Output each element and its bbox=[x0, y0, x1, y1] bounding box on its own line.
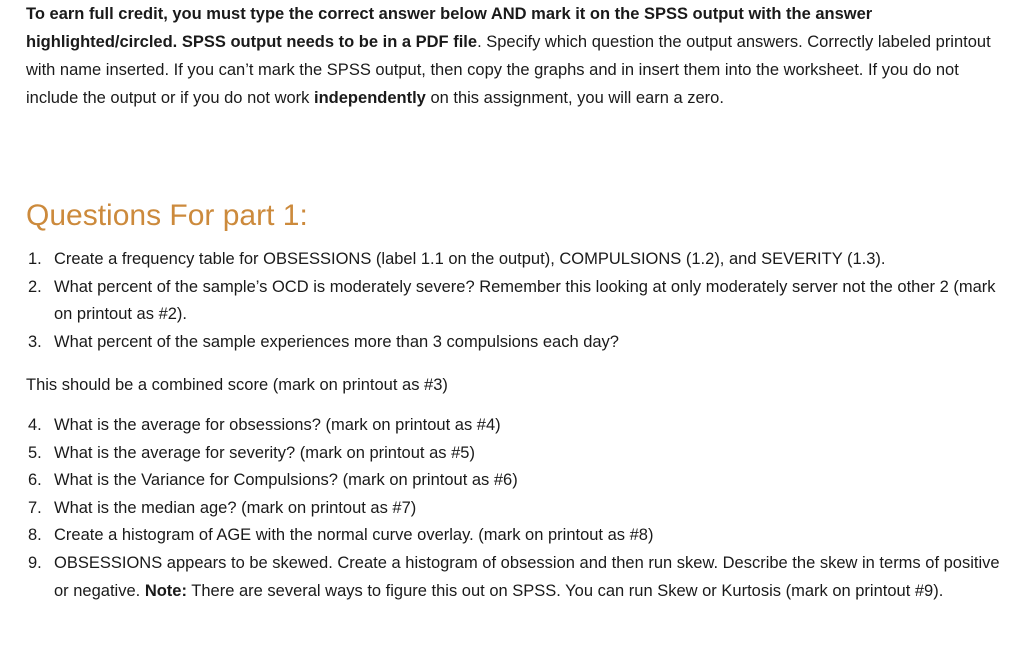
combined-score-note: This should be a combined score (mark on printout as #3) bbox=[26, 376, 448, 394]
question-text: OBSESSIONS appears to be skewed. Create a histogram of obsession and then run skew. Describe the skew in terms of positive or negative. bbox=[54, 553, 1000, 600]
question-list-part-b bbox=[26, 412, 1010, 605]
intro-bold-requirement: To earn full credit, you must type the correct answer below AND mark it on the SPSS output with the answer highlighted/circled. bbox=[26, 5, 873, 51]
question-item-7 bbox=[26, 495, 1010, 523]
question-number: 1. bbox=[28, 250, 42, 268]
intro-text-2: on this assignment, you will earn a zero. bbox=[425, 89, 724, 107]
question-text: What percent of the sample experiences more than 3 compulsions each day? bbox=[54, 332, 619, 351]
question-item-4 bbox=[26, 412, 1010, 440]
question-item-6 bbox=[26, 467, 1010, 495]
question-number: 8. bbox=[28, 526, 42, 545]
intro-bold-independently: independently bbox=[314, 89, 426, 107]
intro-text-1: . Specify which question the output answers. Correctly labeled printout with name inserted. If you can’t mark the SPSS output, then copy the graphs and in insert them into the worksheet. If you do not include the output or if you do not work bbox=[26, 33, 991, 107]
intro-paragraph bbox=[26, 0, 1010, 112]
question-number: 2. bbox=[28, 277, 42, 296]
question-number: 3. bbox=[28, 332, 42, 351]
question-number: 6. bbox=[28, 471, 42, 490]
question-number: 5. bbox=[28, 443, 42, 462]
question-text: What percent of the sample’s OCD is moderately severe? Remember this looking at only moderately server not the other 2 (mark on printout as #2). bbox=[54, 277, 996, 324]
question-number: 4. bbox=[28, 416, 42, 434]
question-item-9 bbox=[26, 550, 1010, 605]
question-item-1 bbox=[26, 246, 1010, 274]
question-item-3 bbox=[26, 329, 1010, 357]
question-text: What is the average for obsessions? (mark on printout as #4) bbox=[54, 416, 501, 434]
question-list-part-a bbox=[26, 246, 1010, 356]
question-number: 7. bbox=[28, 498, 42, 517]
question-text: Create a frequency table for OBSESSIONS (label 1.1 on the output), COMPULSIONS (1.2), and SEVERITY (1.3). bbox=[54, 250, 886, 268]
question-item-5 bbox=[26, 440, 1010, 468]
question-text: Create a histogram of AGE with the normal curve overlay. (mark on printout as #8) bbox=[54, 526, 654, 545]
note-label: Note: bbox=[144, 581, 187, 600]
question-text: What is the median age? (mark on printout as #7) bbox=[54, 498, 417, 517]
intro-bold-pdf: SPSS output needs to be in a PDF file bbox=[181, 33, 478, 51]
question-text-continued: There are several ways to figure this out on SPSS. You can run Skew or Kurtosis (mark on printout #9). bbox=[186, 581, 944, 600]
question-item-2 bbox=[26, 274, 1010, 329]
section-heading: Questions For part 1: bbox=[26, 199, 308, 232]
question-text: What is the Variance for Compulsions? (mark on printout as #6) bbox=[54, 471, 518, 490]
worksheet-page bbox=[26, 0, 1010, 600]
question-number: 9. bbox=[28, 553, 42, 572]
question-item-8 bbox=[26, 522, 1010, 550]
question-text: What is the average for severity? (mark on printout as #5) bbox=[54, 443, 475, 462]
